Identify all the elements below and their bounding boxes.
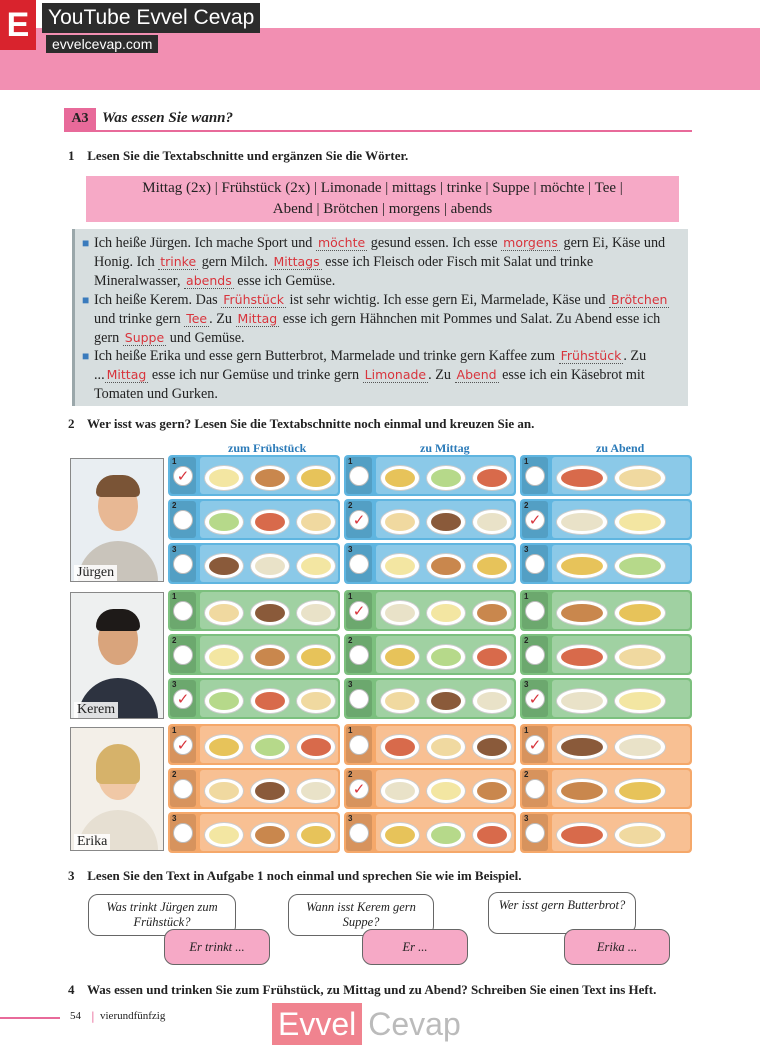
meal-cell [168,724,340,765]
answer-fill[interactable]: Mittag [106,367,147,383]
checkmark [349,823,369,843]
option-number: 1 [348,726,353,735]
option-number: 2 [172,636,177,645]
food-plate-icon [472,465,512,491]
choice-checkbox[interactable] [522,501,548,538]
answer-fill[interactable]: trinke [160,253,197,269]
choice-checkbox[interactable] [522,636,548,673]
food-plate-icon [426,822,466,848]
choice-checkbox[interactable] [522,457,548,494]
paragraph-kerem [80,291,678,348]
choice-checkbox[interactable] [522,592,548,629]
food-plate-icon [614,822,666,848]
task-3-instruction [68,868,521,884]
answer-fill[interactable]: Suppe [124,329,165,345]
food-plate-icon [204,822,244,848]
checkmark: ✓ [349,510,369,530]
checkmark [173,823,193,843]
person-name: Jürgen [74,565,117,581]
meal-cell [168,768,340,809]
option-number: 3 [348,814,353,823]
meal-cell [168,678,340,719]
food-image-area [552,680,690,717]
food-plate-icon [614,644,666,670]
food-image-area [200,545,338,582]
checkmark [349,689,369,709]
choice-checkbox[interactable] [170,457,196,494]
food-plate-icon [614,778,666,804]
food-plate-icon [472,822,512,848]
food-plate-icon [204,778,244,804]
food-image-area [200,814,338,851]
text-run: . Zu [428,367,455,384]
checkmark [349,554,369,574]
food-image-area [376,592,514,629]
food-plate-icon [380,822,420,848]
task-text: Was essen und trinken Sie zum Frühstück, zu Mittag und zu Abend? Schreiben Sie einen Text ins Heft. [87,982,657,997]
answer-fill[interactable]: Mittags [273,253,320,269]
answer-fill[interactable]: Frühstück [560,348,622,364]
food-plate-icon [380,778,420,804]
option-number: 2 [524,770,529,779]
text-run: ist sehr wichtig. Ich esse gern Ei, Marmelade, Käse und [285,291,610,308]
checkmark [173,554,193,574]
checkmark [525,466,545,486]
food-plate-icon [614,465,666,491]
food-plate-icon [614,600,666,626]
food-image-area [376,457,514,494]
logo-part-b: Cevap [368,1006,461,1042]
choice-checkbox[interactable] [170,680,196,717]
text-run: . Zu [209,310,236,327]
answer-fill[interactable]: Abend [456,367,497,383]
checkmark: ✓ [525,510,545,530]
answer-fill[interactable]: morgens [503,235,558,250]
food-plate-icon [426,778,466,804]
food-plate-icon [472,553,512,579]
checkmark: ✓ [349,601,369,621]
checkmark [525,779,545,799]
task-4-instruction [68,982,656,998]
answer-fill[interactable]: Frühstück [223,291,284,307]
speech-bubble-question: Wann isst Kerem gern Suppe? [288,894,434,936]
food-plate-icon [204,600,244,626]
choice-checkbox[interactable] [170,545,196,582]
option-number: 2 [524,501,529,510]
food-plate-icon [472,688,512,714]
option-number: 1 [524,726,529,735]
speech-bubble-question: Wer isst gern Butterbrot? [488,892,636,934]
paragraph-erika [80,347,678,404]
speech-bubble-question: Was trinkt Jürgen zum Frühstück? [88,894,236,936]
checkmark [525,554,545,574]
meal-cell [168,499,340,540]
food-plate-icon [614,553,666,579]
food-plate-icon [380,600,420,626]
food-image-area [200,726,338,763]
meal-cell [344,590,516,631]
food-plate-icon [250,644,290,670]
option-number: 1 [348,457,353,466]
task-number: 3 [68,868,75,883]
text-run: gern Ei, Käse und Honig. Ich [94,235,666,270]
person-name: Erika [74,834,110,850]
page-number: 54 [70,1010,81,1022]
checkmark: ✓ [173,689,193,709]
photo-juergen [70,458,164,582]
task-text: Lesen Sie die Textabschnitte und ergänzen Sie die Wörter. [87,148,409,163]
food-plate-icon [250,822,290,848]
food-image-area [552,592,690,629]
meal-cell [344,678,516,719]
food-image-area [200,501,338,538]
food-plate-icon [426,734,466,760]
choice-checkbox[interactable] [346,814,372,851]
page-number-word: vierundfünfzig [100,1010,166,1022]
food-plate-icon [556,600,608,626]
checkmark: ✓ [173,466,193,486]
food-plate-icon [426,553,466,579]
task-text: Lesen Sie den Text in Aufgabe 1 noch einmal und sprechen Sie wie im Beispiel. [87,868,522,883]
food-plate-icon [296,688,336,714]
text-run: gern Milch. [198,253,272,270]
task-number: 4 [68,982,75,997]
meal-cell [520,455,692,496]
food-plate-icon [380,644,420,670]
text-run: esse ich Gemüse. [233,272,336,289]
food-image-area [552,636,690,673]
food-plate-icon [380,734,420,760]
choice-checkbox[interactable] [346,636,372,673]
checkmark: ✓ [525,689,545,709]
photo-kerem [70,592,164,719]
option-number: 1 [524,457,529,466]
option-number: 2 [524,636,529,645]
food-plate-icon [426,644,466,670]
section-header [64,108,692,132]
checkmark [525,823,545,843]
speech-bubble-answer: Er trinkt ... [164,929,270,965]
choice-checkbox[interactable] [346,545,372,582]
food-plate-icon [296,509,336,535]
choice-checkbox[interactable] [170,770,196,807]
food-image-area [200,680,338,717]
text-run: esse ich nur Gemüse und trinke gern [148,367,363,384]
food-image-area [552,545,690,582]
option-number: 3 [524,814,529,823]
person-name: Kerem [74,702,118,718]
food-plate-icon [614,734,666,760]
text-run: esse ich ein Käsebrot mit Tomaten und Gurken. [94,367,645,403]
section-title: Was essen Sie wann? [102,110,234,126]
food-plate-icon [556,553,608,579]
checkmark [349,466,369,486]
meal-cell [520,812,692,853]
food-plate-icon [556,465,608,491]
meal-cell [344,724,516,765]
brand-title[interactable]: YouTube Evvel Cevap [42,3,260,33]
checkmark [525,601,545,621]
food-plate-icon [204,509,244,535]
choice-checkbox[interactable] [346,501,372,538]
speech-bubble-answer: Er ... [362,929,468,965]
text-run: und trinke gern [94,310,185,327]
checkmark [349,735,369,755]
reading-text [72,229,688,406]
food-plate-icon [556,509,608,535]
food-plate-icon [250,465,290,491]
choice-checkbox[interactable] [346,592,372,629]
meal-cell [344,634,516,675]
speech-bubble-answer: Erika ... [564,929,670,965]
food-plate-icon [472,644,512,670]
logo-part-a: Evvel [272,1003,362,1045]
checkmark: ✓ [525,735,545,755]
word-bank-line-1: Mittag (2x) | Frühstück (2x) | Limonade | mittags | trinke | Suppe | möchte | Tee | [142,180,623,196]
option-number: 3 [172,814,177,823]
column-header-dinner: zu Abend [596,441,645,455]
option-number: 1 [524,592,529,601]
task-number: 2 [68,416,75,431]
food-image-area [376,770,514,807]
meal-cell [344,812,516,853]
text-run: esse ich gern Hähnchen mit Pommes und Salat. Zu Abend esse ich gern [94,310,661,346]
choice-checkbox[interactable] [522,770,548,807]
food-image-area [200,592,338,629]
food-plate-icon [426,465,466,491]
food-image-area [552,726,690,763]
meal-cell [520,543,692,584]
text-run: Ich heiße Jürgen. Ich mache Sport und [94,235,316,251]
food-image-area [200,770,338,807]
checkmark [173,779,193,799]
choice-checkbox[interactable] [170,726,196,763]
food-plate-icon [472,600,512,626]
food-plate-icon [472,778,512,804]
checkmark: ✓ [173,735,193,755]
option-number: 3 [172,545,177,554]
food-image-area [552,457,690,494]
food-image-area [376,636,514,673]
food-plate-icon [204,734,244,760]
meal-cell [520,499,692,540]
food-plate-icon [472,509,512,535]
checkmark [173,645,193,665]
food-image-area [376,680,514,717]
meal-cell [344,543,516,584]
food-plate-icon [296,553,336,579]
food-plate-icon [250,509,290,535]
meal-cell [168,543,340,584]
food-plate-icon [296,734,336,760]
food-plate-icon [250,778,290,804]
meal-cell [344,768,516,809]
food-plate-icon [556,688,608,714]
food-plate-icon [380,553,420,579]
task-1-instruction [68,148,408,164]
meal-cell [520,590,692,631]
option-number: 2 [348,770,353,779]
food-plate-icon [204,553,244,579]
text-run: und Gemüse. [166,329,245,346]
option-number: 3 [348,680,353,689]
checkmark [349,645,369,665]
task-text: Wer isst was gern? Lesen Sie die Textabschnitte noch einmal und kreuzen Sie an. [87,416,535,431]
choice-checkbox[interactable] [346,726,372,763]
food-plate-icon [426,509,466,535]
page-separator: | [91,1010,95,1023]
food-image-area [200,636,338,673]
paragraph-juergen [80,234,678,291]
meal-cell [520,724,692,765]
meal-cell [520,768,692,809]
food-plate-icon [556,778,608,804]
footer-logo[interactable] [272,1003,467,1045]
option-number: 2 [348,501,353,510]
answer-fill[interactable]: Tee [186,310,208,326]
choice-checkbox[interactable] [170,592,196,629]
food-plate-icon [614,688,666,714]
food-image-area [200,457,338,494]
option-number: 3 [524,680,529,689]
section-badge: A3 [64,108,96,130]
food-plate-icon [296,778,336,804]
food-image-area [552,770,690,807]
food-plate-icon [556,644,608,670]
food-plate-icon [472,734,512,760]
choice-checkbox[interactable] [522,726,548,763]
choice-checkbox[interactable] [522,680,548,717]
choice-checkbox[interactable] [522,545,548,582]
food-plate-icon [296,600,336,626]
food-plate-icon [614,509,666,535]
food-plate-icon [204,644,244,670]
bullet-icon: ■ [82,292,90,307]
text-run: Ich heiße Kerem. Das [94,291,222,308]
choice-checkbox[interactable] [346,680,372,717]
option-number: 1 [172,457,177,466]
meal-cell [344,499,516,540]
answer-fill[interactable]: möchte [317,235,366,250]
checkmark [525,645,545,665]
option-number: 3 [348,545,353,554]
checkmark [173,510,193,530]
option-number: 2 [172,501,177,510]
option-number: 3 [524,545,529,554]
brand-url[interactable]: evvelcevap.com [46,35,158,53]
checkmark: ✓ [349,779,369,799]
choice-checkbox[interactable] [170,636,196,673]
food-plate-icon [250,553,290,579]
choice-checkbox[interactable] [170,814,196,851]
food-plate-icon [380,688,420,714]
choice-checkbox[interactable] [346,770,372,807]
food-plate-icon [556,822,608,848]
food-plate-icon [204,688,244,714]
choice-checkbox[interactable] [346,457,372,494]
food-image-area [376,814,514,851]
meal-cell [520,634,692,675]
text-run: Ich heiße Erika und esse gern Butterbrot, Marmelade und trinke gern Kaffee zum [94,348,559,365]
option-number: 1 [348,592,353,601]
food-plate-icon [296,465,336,491]
column-header-lunch: zu Mittag [420,441,470,455]
task-number: 1 [68,148,75,163]
food-image-area [376,501,514,538]
option-number: 3 [172,680,177,689]
word-bank-line-2: Abend | Brötchen | morgens | abends [272,201,493,217]
food-plate-icon [204,465,244,491]
text-run: gesund essen. Ich esse [367,235,502,251]
task-2-instruction [68,416,534,432]
food-plate-icon [296,822,336,848]
text-run: . Zu ... [94,348,647,384]
option-number: 2 [348,636,353,645]
food-image-area [376,726,514,763]
meal-cell [168,455,340,496]
brand-logo[interactable]: E [0,0,36,50]
column-header-breakfast: zum Frühstück [228,441,307,455]
food-image-area [552,814,690,851]
choice-checkbox[interactable] [170,501,196,538]
choice-checkbox[interactable] [522,814,548,851]
answer-fill[interactable]: Mittag [237,310,278,326]
food-plate-icon [556,734,608,760]
text-run: esse ich Fleisch oder Fisch mit Salat und trinke Mineralwasser, [94,253,594,289]
food-plate-icon [250,734,290,760]
answer-fill[interactable]: Brötchen [611,291,668,307]
word-bank [86,176,679,222]
photo-erika [70,727,164,851]
food-plate-icon [380,509,420,535]
option-number: 1 [172,726,177,735]
food-plate-icon [250,600,290,626]
answer-fill[interactable]: Limonade [364,367,427,383]
food-plate-icon [426,600,466,626]
bullet-icon: ■ [82,349,90,364]
food-plate-icon [426,688,466,714]
food-image-area [376,545,514,582]
option-number: 2 [172,770,177,779]
meal-cell [168,812,340,853]
food-plate-icon [250,688,290,714]
food-plate-icon [380,465,420,491]
meal-cell [168,634,340,675]
checkmark [173,601,193,621]
meal-cell [168,590,340,631]
food-image-area [552,501,690,538]
answer-fill[interactable]: abends [186,272,232,288]
footer-rule [0,1017,60,1019]
option-number: 1 [172,592,177,601]
meal-cell [344,455,516,496]
bullet-icon: ■ [82,236,90,250]
food-plate-icon [296,644,336,670]
meal-cell [520,678,692,719]
